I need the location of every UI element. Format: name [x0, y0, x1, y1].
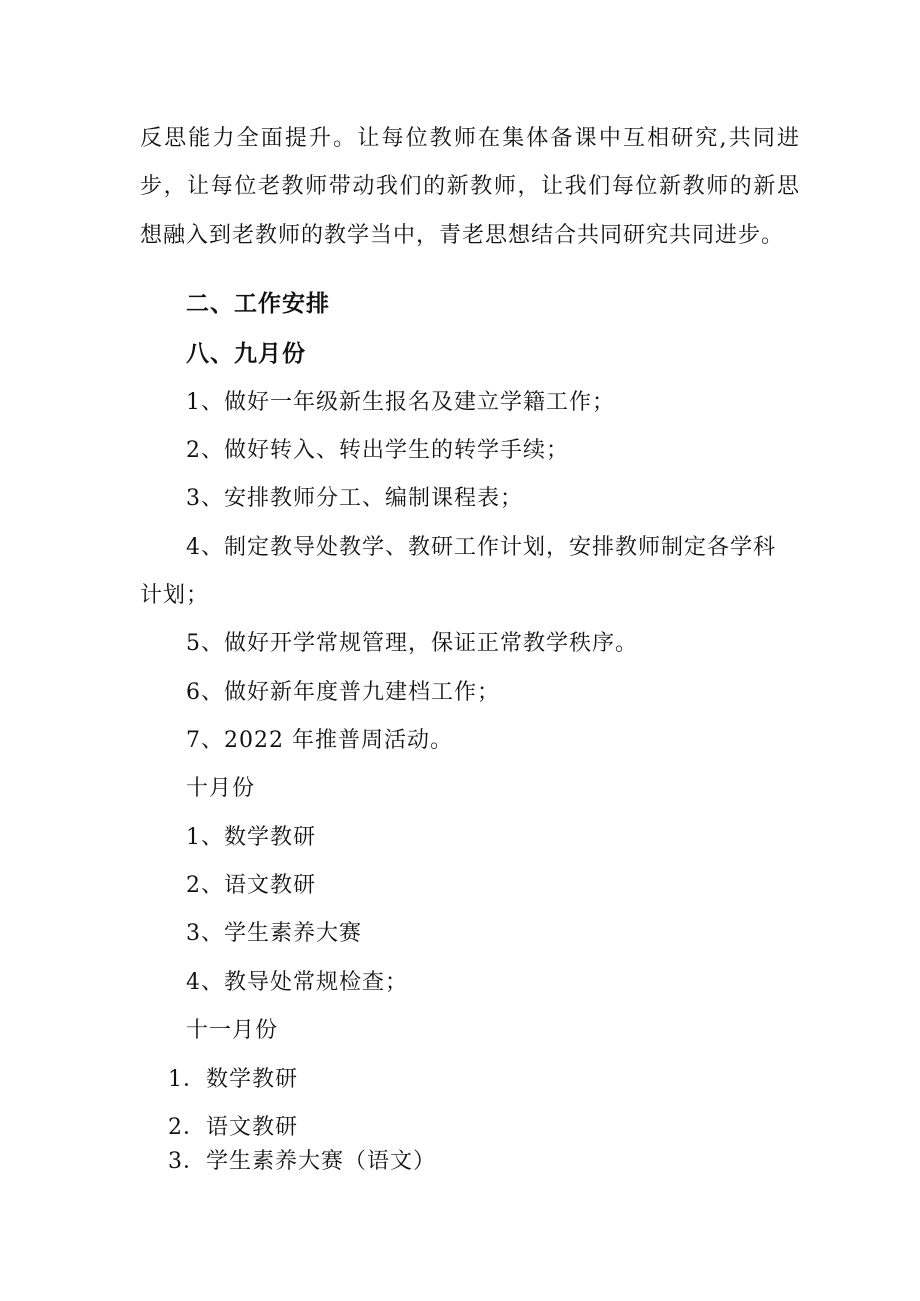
september-heading: 八、九月份 [186, 341, 306, 367]
intro-line-2: 步，让每位老教师带动我们的新教师，让我们每位新教师的新思 [140, 174, 800, 199]
sept-item-4-continued: 计划； [140, 583, 210, 608]
nov-item-1: 1．数学教研 [168, 1067, 298, 1092]
sept-item-5: 5、做好开学常规管理，保证正常教学秩序。 [186, 631, 638, 656]
oct-item-4: 4、教导处常规检查； [186, 970, 408, 995]
nov-item-3: 3．学生素养大赛（语文） [168, 1149, 436, 1174]
october-heading: 十月份 [186, 776, 256, 801]
sept-item-2: 2、做好转入、转出学生的转学手续； [186, 438, 569, 463]
sept-item-7: 7、2022 年推普周活动。 [186, 728, 453, 753]
intro-line-3: 想融入到老教师的教学当中，青老思想结合共同研究共同进步。 [140, 223, 785, 248]
sept-item-6: 6、做好新年度普九建档工作； [186, 680, 500, 705]
november-heading: 十一月份 [186, 1018, 279, 1043]
nov-item-2: 2．语文教研 [168, 1115, 298, 1140]
section-heading: 二、工作安排 [186, 291, 330, 317]
intro-line-1: 反思能力全面提升。让每位教师在集体备课中互相研究,共同进 [140, 126, 800, 151]
oct-item-2: 2、语文教研 [186, 873, 316, 898]
oct-item-3: 3、学生素养大赛 [186, 921, 362, 946]
sept-item-3: 3、安排教师分工、编制课程表； [186, 486, 523, 511]
oct-item-1: 1、数学教研 [186, 825, 316, 850]
sept-item-4: 4、制定教导处教学、教研工作计划，安排教师制定各学科 [186, 535, 776, 560]
sept-item-1: 1、做好一年级新生报名及建立学籍工作； [186, 390, 615, 415]
